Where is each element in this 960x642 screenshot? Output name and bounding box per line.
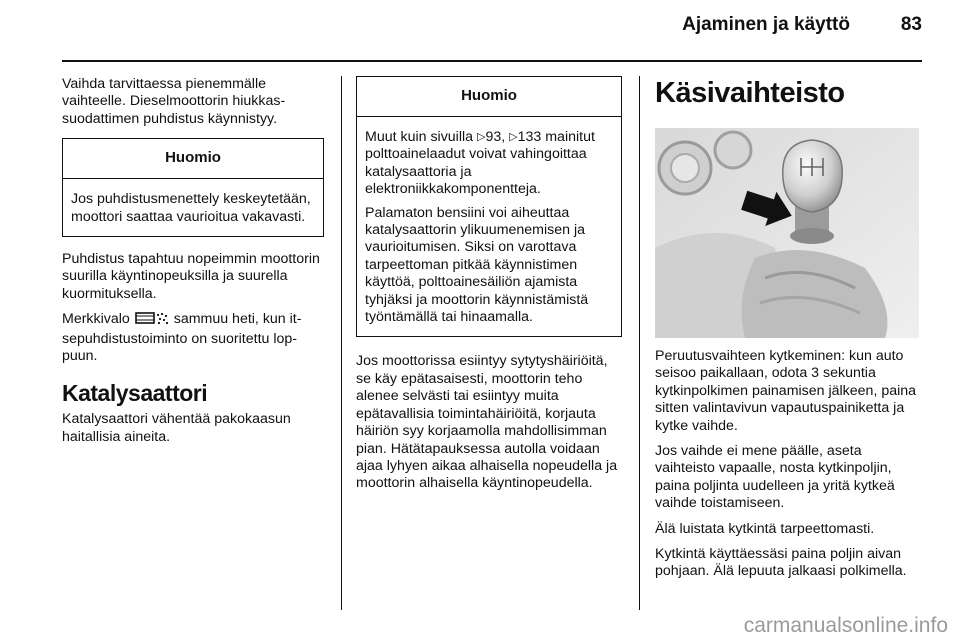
notice-box-cleaning xyxy=(62,138,324,237)
watermark: carmanualsonline.info xyxy=(743,614,948,637)
page-header-title: Ajaminen ja käyttö xyxy=(682,14,850,35)
cleaning-paragraph: Puhdistus tapahtuu nopeimmin moottorin suurilla käyntinopeuksilla ja suurella kuormituksella. xyxy=(62,251,320,302)
gear-lever-image xyxy=(655,128,919,338)
catalyst-paragraph: Katalysaattori vähentää pakokaasun haitallisia aineita. xyxy=(62,411,291,445)
page-reference-93[interactable]: 93 xyxy=(485,129,502,145)
reverse-gear-paragraph: Peruutusvaihteen kytkeminen: kun auto seisoo paikallaan, odota 3 sekuntia kytkinpolkimen painamisen jälkeen, paina sitten valintavivun vapautuspainiketta ja kytke vaihde. xyxy=(655,348,917,434)
page-reference-133[interactable]: 133 xyxy=(517,129,542,145)
gear-engage-paragraph: Jos vaihde ei mene päälle, aseta vaihteisto vapaalle, nosta kytkinpoljin, paina poljinta uudelleen ja yritä kytkeä vaihde toistamiseen. xyxy=(655,443,895,512)
indicator-text-before: Merkkivalo xyxy=(62,311,130,328)
intro-paragraph: Vaihda tarvittaessa pienemmälle vaihteelle. Dieselmoottorin hiukkassuodattimen puhdistus käynnistyy. xyxy=(62,76,286,127)
catalyst-heading: Katalysaattori xyxy=(62,380,208,407)
page-reference-icon: ▷ xyxy=(509,131,518,143)
clutch-pedal-paragraph: Kytkintä käyttäessäsi paina poljin aivan pohjaan. Älä lepuuta jalkaasi polkimella. xyxy=(655,546,907,580)
column-left xyxy=(62,76,324,454)
manual-transmission-heading: Käsivaihteisto xyxy=(655,77,845,109)
ref-suffix: mainitut polttoainelaadut voivat vahingoittaa katalysaattoria ja elektroniikkakomponentteja. xyxy=(365,129,595,198)
notice-text: Jos puhdistusmenettely keskeytetään, moottori saattaa vaurioitua vakavasti. xyxy=(71,191,311,225)
unburned-fuel-paragraph: Palamaton bensiini voi aiheuttaa katalysaattorin ylikuumenemisen ja vaurioitumisen. Siksi on varottava tarpeettoman pitkää käynnistimen käyttöä, polttoainesäiliön ajamista tyhjäksi ja moottorin käynnistämistä työntämällä tai hinaamalla. xyxy=(365,204,589,326)
indicator-paragraph xyxy=(62,311,324,365)
header-divider xyxy=(62,60,922,62)
misfire-paragraph: Jos moottorissa esiintyy sytytyshäiriöitä, se käy epätasaisesti, moottorin teho alenee selvästi tai esiintyy muita epätavallisia toimintahäiriöitä, korjauta häiriön syy korjaamolla mahdollisimman pian. Hätätapauksessa autolla voidaan ajaa lyhyen aikaa alhaisella nopeudella ja moottorin alhaisella käyntinopeudella. xyxy=(356,353,618,492)
column-divider-2 xyxy=(639,76,640,610)
indicator-text-after: sammuu heti, kun itsepuhdistustoiminto on suoritettu loppuun. xyxy=(62,311,302,365)
ref-separator: , xyxy=(501,129,506,145)
ref-prefix: Muut kuin sivuilla xyxy=(365,129,474,145)
page-number: 83 xyxy=(900,14,922,35)
notice-box-fuel xyxy=(356,76,622,337)
notice-body xyxy=(357,117,621,336)
notice-body xyxy=(63,179,323,236)
column-middle xyxy=(356,76,622,501)
page-reference-icon: ▷ xyxy=(476,131,486,143)
particle-filter-indicator-icon xyxy=(135,311,169,330)
notice-title: Huomio xyxy=(357,77,621,117)
clutch-slip-paragraph: Älä luistata kytkintä tarpeettomasti. xyxy=(655,520,875,537)
notice-title: Huomio xyxy=(63,139,323,179)
column-divider-1 xyxy=(341,76,342,610)
column-right xyxy=(655,76,923,589)
fuel-quality-paragraph xyxy=(365,129,613,199)
